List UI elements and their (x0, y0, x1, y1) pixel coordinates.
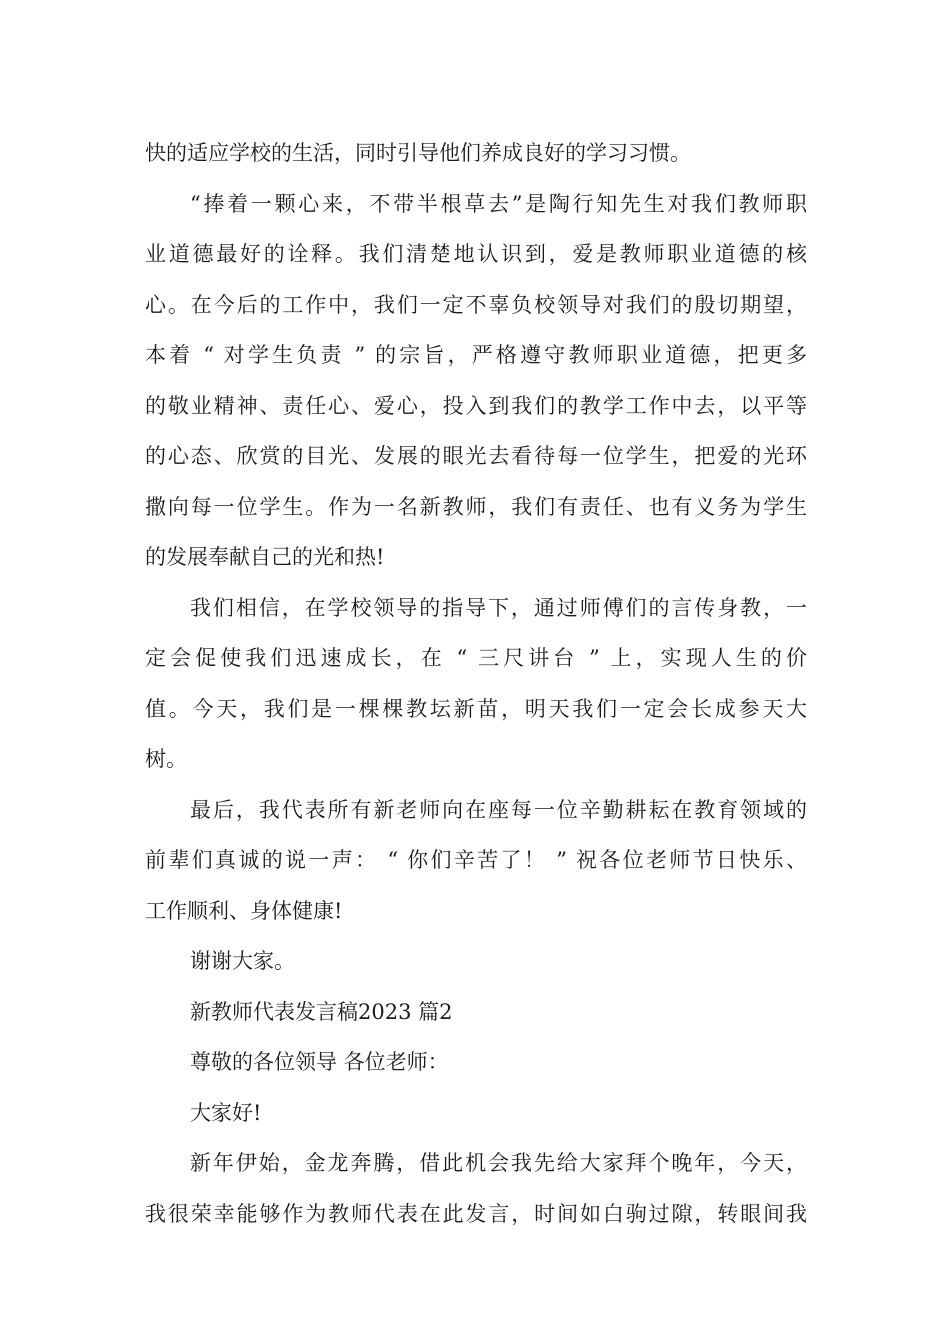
text-line: 我们相信，在学校领导的指导下，通过师傅们的言传身教，一 (190, 595, 807, 620)
document-body (145, 128, 807, 1239)
text-line: 本着 “ 对学生负责 ” 的宗旨，严格遵守教师职业道德，把更多 (145, 343, 807, 367)
text-line: 最后，我代表所有新老师向在座每一位辛勤耕耘在教育领域的 (190, 797, 807, 822)
text-line: 的发展奉献自己的光和热! (145, 545, 385, 569)
text-line: 的心态、欣赏的目光、发展的眼光去看待每一位学生，把爱的光环 (145, 444, 807, 468)
text-line: “捧着一颗心来，不带半根草去”是陶行知先生对我们教师职 (190, 191, 807, 216)
text-line: 值。今天，我们是一棵棵教坛新苗，明天我们一定会长成参天大 (145, 696, 807, 721)
section-heading: 新教师代表发言稿2023 篇2 (190, 999, 453, 1024)
text-line: 定会促使我们迅速成长，在 “ 三尺讲台 ” 上，实现人生的价 (145, 646, 807, 670)
text-line: 大家好! (190, 1100, 262, 1125)
text-line: 心。在今后的工作中，我们一定不辜负校领导对我们的殷切期望， (145, 292, 807, 317)
text-line: 前辈们真诚的说一声： “ 你们辛苦了！ ” 祝各位老师节日快乐、 (145, 848, 807, 872)
text-line: 工作顺利、身体健康! (145, 898, 343, 923)
text-line: 我很荣幸能够作为教师代表在此发言，时间如白驹过隙，转眼间我 (145, 1201, 807, 1226)
text-line: 业道德最好的诠释。我们清楚地认识到，爱是教师职业道德的核 (145, 242, 807, 266)
text-line: 快的适应学校的生活，同时引导他们养成良好的学习习惯。 (145, 141, 691, 165)
text-line: 的敬业精神、责任心、爱心，投入到我们的教学工作中去，以平等 (145, 393, 807, 418)
text-line: 尊敬的各位领导 各位老师： (190, 1050, 449, 1074)
text-line: 撒向每一位学生。作为一名新教师，我们有责任、也有义务为学生 (145, 494, 807, 519)
text-line: 树。 (145, 747, 187, 771)
text-line: 新年伊始，金龙奔腾，借此机会我先给大家拜个晚年，今天， (190, 1151, 807, 1175)
text-line: 谢谢大家。 (190, 949, 295, 973)
